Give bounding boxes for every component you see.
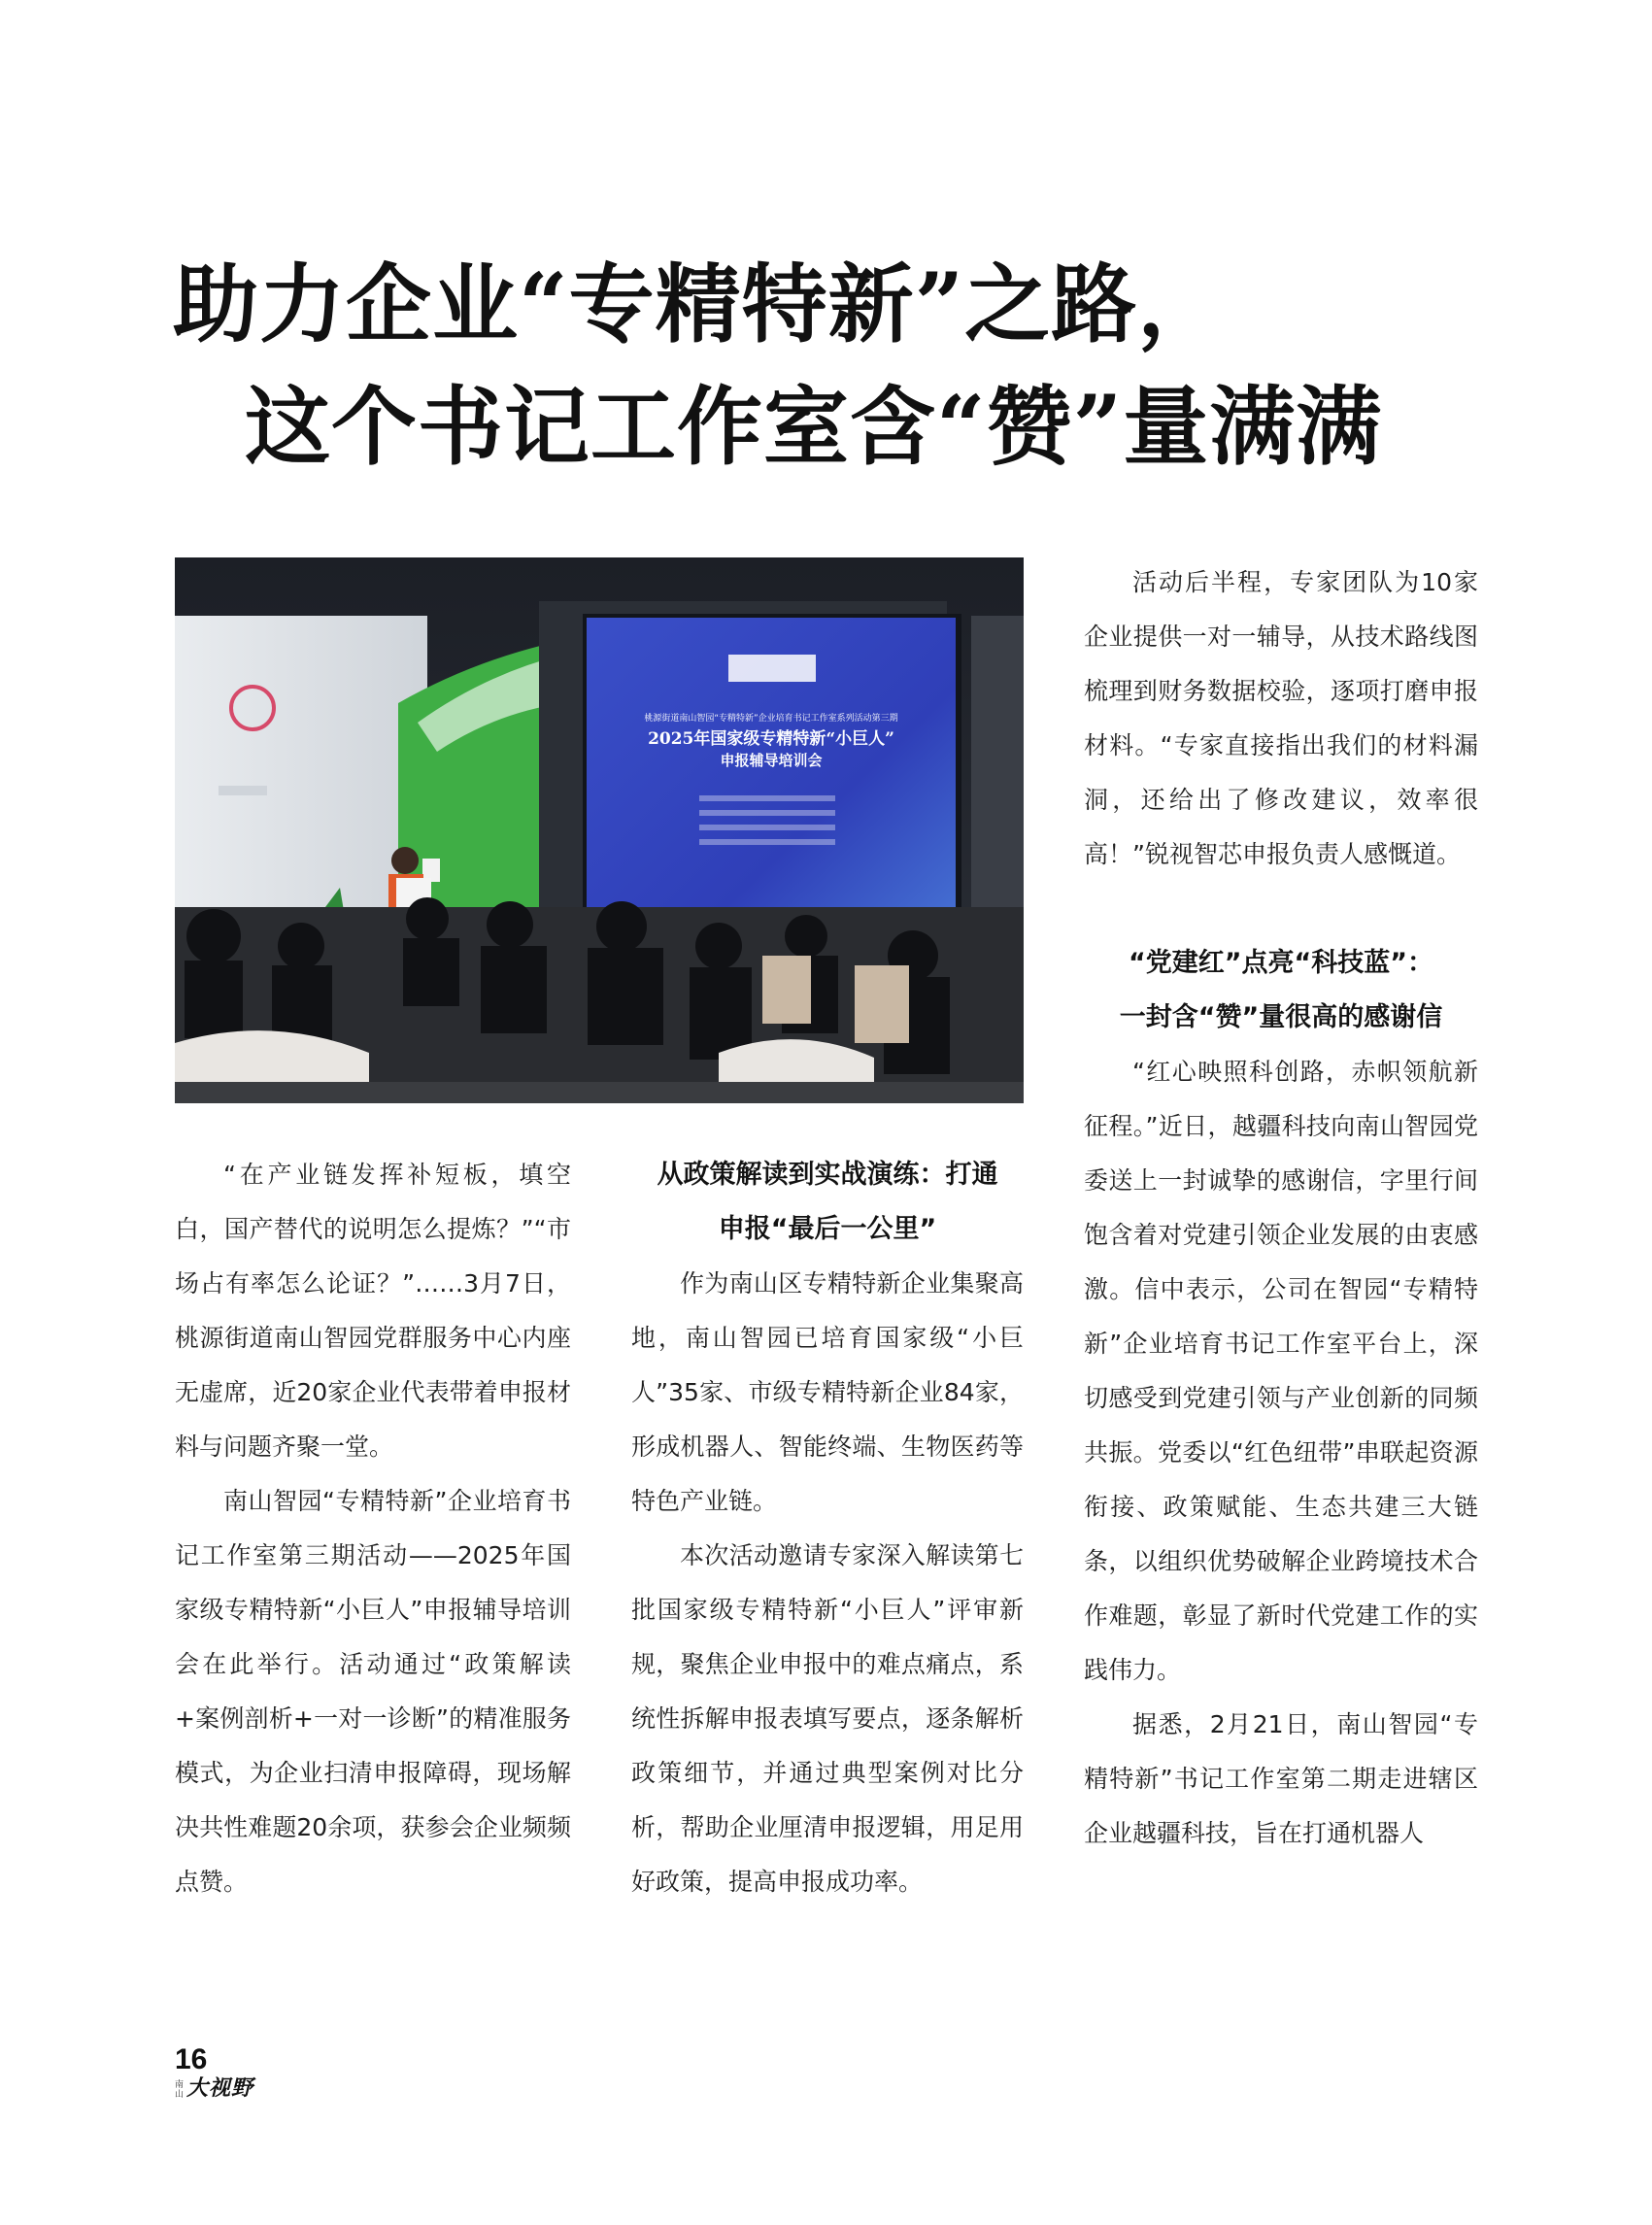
section-heading-line-1: “党建红”点亮“科技蓝”： — [1129, 948, 1433, 978]
text-column-2 — [631, 1148, 1024, 1909]
section-heading-line-1: 从政策解读到实战演练：打通 — [657, 1160, 998, 1190]
paragraph: 南山智园“专精特新”企业培育书记工作室第三期活动——2025年国家级专精特新“小巨人”申报辅导培训会在此举行。活动通过“政策解读+案例剖析+一对一诊断”的精准服务模式，为企业扫清申报障碍，现场解决共性难题20余项，获参会企业频频点赞。 — [175, 1487, 571, 1896]
paragraph: 活动后半程，专家团队为10家企业提供一对一辅导，从技术路线图梳理到财务数据校验，逐项打磨申报材料。“专家直接指出我们的材料漏洞，还给出了修改建议，效率很高！”锐视智芯申报负责人感慨道。 — [1084, 568, 1478, 868]
magazine-logo — [175, 2076, 253, 2100]
section-heading — [1084, 936, 1478, 1045]
paragraph: “红心映照科创路，赤帜领航新征程。”近日，越疆科技向南山智园党委送上一封诚挚的感谢信，字里行间饱含着对党建引领企业发展的由衷感激。信中表示，公司在智园“专精特新”企业培育书记工作室平台上，深切感受到党建引领与产业创新的同频共振。党委以“红色纽带”串联起资源衔接、政策赋能、生态共建三大链条，以组织优势破解企业跨境技术合作难题，彰显了新时代党建工作的实践伟力。 — [1084, 1058, 1478, 1684]
text-column-1 — [175, 1148, 571, 1909]
magazine-logo-name: 大视野 — [186, 2075, 254, 2101]
headline-line-1: 助力企业“专精特新”之路， — [173, 253, 1225, 354]
page-footer — [175, 2045, 253, 2100]
paragraph: “在产业链发挥补短板，填空白，国产替代的说明怎么提炼？”“市场占有率怎么论证？”……3月7日，桃源街道南山智园党群服务中心内座无虚席，近20家企业代表带着申报材料与问题齐聚一堂。 — [175, 1161, 571, 1461]
section-heading-line-2: 申报“最后一公里” — [718, 1214, 937, 1244]
screen-title-line-1: 桃源街道南山智园“专精特新”企业培育书记工作室系列活动第三期 — [644, 714, 898, 724]
screen-title-line-3: 申报辅导培训会 — [720, 752, 823, 769]
page-number: 16 — [175, 2043, 208, 2075]
paragraph: 本次活动邀请专家深入解读第七批国家级专精特新“小巨人”评审新规，聚焦企业申报中的难点痛点，系统性拆解申报表填写要点，逐条解析政策细节，并通过典型案例对比分析，帮助企业厘清申报逻辑，用足用好政策，提高申报成功率。 — [631, 1541, 1024, 1896]
headline-line-2: 这个书记工作室含“赞”量满满 — [245, 376, 1383, 477]
text-column-3 — [1084, 556, 1478, 1861]
event-photo — [175, 557, 1024, 1103]
section-heading-line-2: 一封含“赞”量很高的感谢信 — [1119, 1002, 1443, 1032]
article-headline — [173, 243, 1533, 488]
screen-title-line-2: 2025年国家级专精特新“小巨人” — [648, 729, 894, 749]
section-heading — [631, 1148, 1024, 1257]
paragraph: 据悉，2月21日，南山智园“专精特新”书记工作室第二期走进辖区企业越疆科技，旨在打通机器人 — [1084, 1710, 1478, 1847]
magazine-logo-small: 南山 — [175, 2080, 185, 2100]
paragraph: 作为南山区专精特新企业集聚高地，南山智园已培育国家级“小巨人”35家、市级专精特新企业84家，形成机器人、智能终端、生物医药等特色产业链。 — [631, 1269, 1024, 1515]
